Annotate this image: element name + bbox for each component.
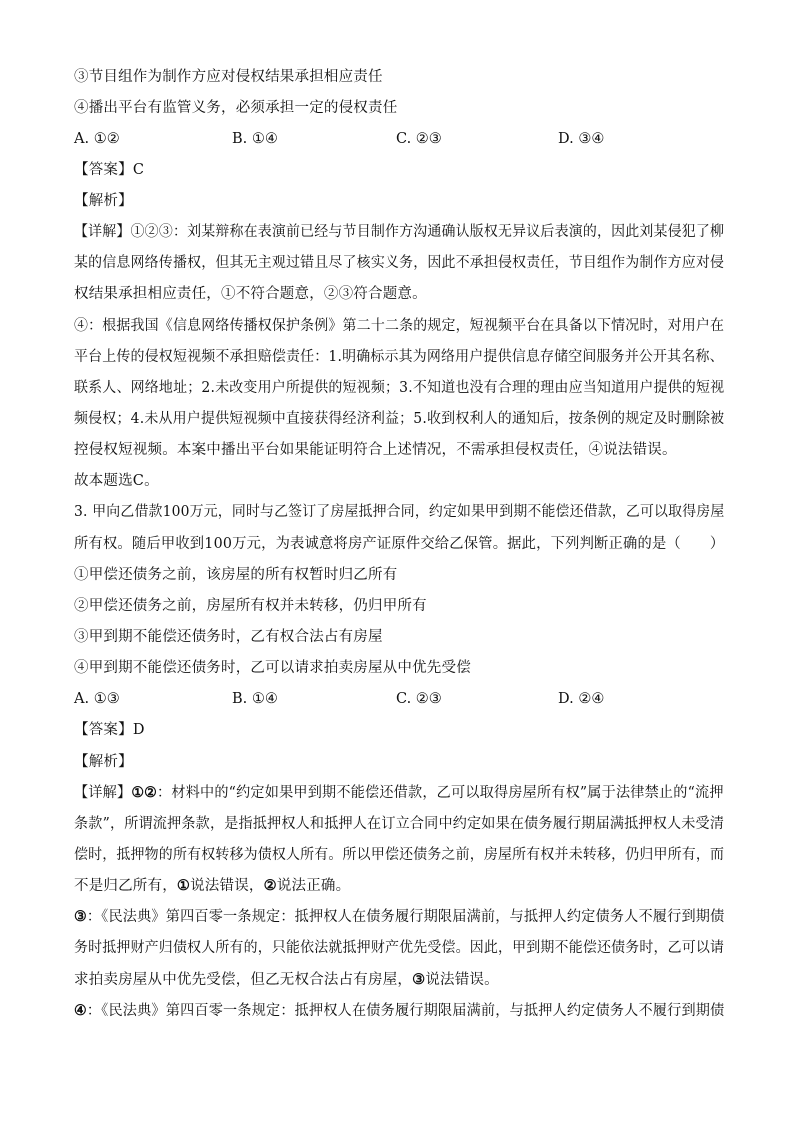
q3-detail-line-1 <box>74 784 724 802</box>
q3-statement-4: ④甲到期不能偿还债务时，乙可以请求拍卖房屋从中优先受偿 <box>74 660 471 676</box>
q3-stem-line-1: 3. 甲向乙借款100万元，同时与乙签订了房屋抵押合同，约定如果甲到期不能偿还借款，乙可以取得房屋 <box>74 504 725 520</box>
q3-detail-line-2: 条款”，所谓流押条款，是指抵押权人和抵押人在订立合同中约定如果在债务履行期届满抵押权人未受清 <box>74 816 725 832</box>
q2-analysis-label: 【解析】 <box>74 193 133 209</box>
q3-detail-line-4 <box>74 877 724 895</box>
q2-detail-line-4: ④：根据我国《信息网络传播权保护条例》第二十二条的规定，短视频平台在具备以下情况时，对用户在 <box>74 318 725 334</box>
q2-conclusion: 故本题选C。 <box>74 473 159 489</box>
q2-detail-line-8: 控侵权短视频。本案中播出平台如果能证明符合上述情况，不需承担侵权责任，④说法错误。 <box>74 442 677 458</box>
q3-statement-1: ①甲偿还债务之前，该房屋的所有权暂时归乙所有 <box>74 567 398 583</box>
detail-head: ③ <box>74 908 87 925</box>
detail-marker: ① <box>176 877 191 894</box>
q3-statement-3: ③甲到期不能偿还债务时，乙有权合法占有房屋 <box>74 629 383 645</box>
detail-label: 【详解】 <box>74 224 131 240</box>
q2-detail-line-2: 某的信息网络传播权，但其无主观过错且尽了核实义务，因此不承担侵权责任，节目组作为制作方应对侵 <box>74 255 725 271</box>
detail-text: 不是归乙所有， <box>74 878 177 894</box>
q2-statement-4: ④播出平台有监管义务，必须承担一定的侵权责任 <box>74 100 398 116</box>
detail-marker: ② <box>263 877 277 894</box>
q3-answer <box>74 721 724 739</box>
q2-statement-3: ③节目组作为制作方应对侵权结果承担相应责任 <box>74 69 383 85</box>
detail-text: ：材料中的“约定如果甲到期不能偿还借款，乙可以取得房屋所有权”属于法律禁止的“流押 <box>157 785 724 801</box>
q2-option-c: C. ②③ <box>396 131 442 147</box>
q3-option-b: B. ①④ <box>232 691 278 707</box>
detail-text: ：《民法典》第四百零一条规定：抵押权人在债务履行期限届满前，与抵押人约定债务人不履行到期债 <box>86 909 725 925</box>
q3-statement-2: ②甲偿还债务之前，房屋所有权并未转移，仍归甲所有 <box>74 598 427 614</box>
detail-text: 说法错误， <box>190 878 264 894</box>
q2-detail-line-6: 联系人、网络地址；2.未改变用户所提供的短视频；3.不知道也没有合理的理由应当知道用户提供的短视 <box>74 380 725 396</box>
detail-head: ④ <box>74 1002 87 1019</box>
detail-text: ：《民法典》第四百零一条规定：抵押权人在债务履行期限届满前，与抵押人约定债务人不履行到期债 <box>86 1003 725 1019</box>
q2-option-b: B. ①④ <box>232 131 278 147</box>
answer-label: 【答案】 <box>74 722 133 738</box>
q3-option-a: A. ①③ <box>74 691 120 707</box>
q3-stem-line-2: 所有权。随后甲收到100万元，为表诚意将房产证原件交给乙保管。据此，下列判断正确的是（ ） <box>74 536 725 552</box>
detail-text: 说法错误。 <box>425 972 499 988</box>
q2-detail-line-7: 频侵权；4.未从用户提供短视频中直接获得经济利益；5.收到权利人的通知后，按条例的规定及时删除被 <box>74 411 725 427</box>
q2-detail-line-5: 平台上传的侵权短视频不承担赔偿责任：1.明确标示其为网络用户提供信息存储空间服务并公开其名称、 <box>74 349 724 365</box>
q3-option-d: D. ②④ <box>558 691 605 707</box>
detail-head: ①② <box>131 784 158 801</box>
detail-text: 求拍卖房屋从中优先受偿，但乙无权合法占有房屋， <box>74 972 413 988</box>
q3-detail-line-5 <box>74 908 725 926</box>
q3-analysis-label: 【解析】 <box>74 754 133 770</box>
detail-text: 说法正确。 <box>276 878 351 894</box>
answer-value: C <box>132 162 145 178</box>
detail-label: 【详解】 <box>74 785 132 801</box>
q3-detail-line-8 <box>74 1002 725 1020</box>
q2-option-d: D. ③④ <box>558 131 605 147</box>
detail-text: ①②③：刘某辩称在表演前已经与节目制作方沟通确认版权无异议后表演的，因此刘某侵犯了柳 <box>130 224 725 240</box>
q2-detail-line-1 <box>74 223 725 241</box>
detail-marker: ③ <box>412 971 426 988</box>
q3-detail-line-3: 偿时，抵押物的所有权转移为债权人所有。所以甲偿还债务之前，房屋所有权并未转移，仍归甲所有，而 <box>74 847 725 863</box>
answer-value: D <box>132 722 145 738</box>
q2-detail-line-3: 权结果承担相应责任，①不符合题意，②③符合题意。 <box>74 286 427 302</box>
q2-option-a: A. ①② <box>74 131 120 147</box>
q3-detail-line-6: 务时抵押财产归债权人所有的，只能依法就抵押财产优先受偿。因此，甲到期不能偿还债务时，乙可以请 <box>74 940 725 956</box>
q3-detail-line-7 <box>74 971 724 989</box>
q2-answer <box>74 161 724 179</box>
q3-option-c: C. ②③ <box>396 691 442 707</box>
answer-label: 【答案】 <box>74 162 133 178</box>
